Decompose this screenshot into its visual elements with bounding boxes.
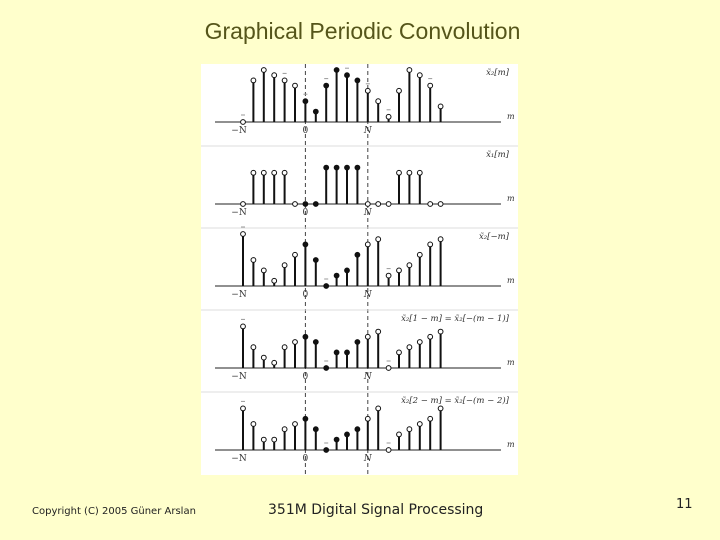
- stem-marker: [345, 350, 350, 355]
- stem-marker: [376, 202, 381, 207]
- stem-marker: [334, 68, 339, 73]
- panel-label: x̃₁[m]: [486, 150, 509, 160]
- stem-marker: [407, 68, 412, 73]
- stem-marker: [438, 329, 443, 334]
- stem-marker: [397, 268, 402, 273]
- stem-marker: [313, 202, 318, 207]
- stem-marker: [251, 78, 256, 83]
- stem-marker: [355, 252, 360, 257]
- stem-marker: [272, 73, 277, 78]
- stem-marker: [417, 170, 422, 175]
- stem-marker: [261, 268, 266, 273]
- stem-marker: [407, 427, 412, 432]
- stem-marker: [261, 170, 266, 175]
- panel-1: [215, 64, 515, 136]
- stem-marker: [438, 104, 443, 109]
- stem-marker: [241, 324, 246, 329]
- stem-marker: [303, 416, 308, 421]
- stem-marker: [376, 329, 381, 334]
- copyright-text: Copyright (C) 2005 Güner Arslan: [32, 506, 196, 517]
- stem-marker: [251, 422, 256, 427]
- stem-marker: [376, 237, 381, 242]
- stem-marker: [293, 202, 298, 207]
- stem-marker: [241, 232, 246, 237]
- stem-marker: [376, 406, 381, 411]
- tick-label-n: N: [363, 126, 372, 136]
- tick-label-minus-n: −N: [231, 290, 247, 300]
- stem-marker: [241, 202, 246, 207]
- convolution-figure: [201, 64, 518, 475]
- stem-marker: [334, 350, 339, 355]
- stem-marker: [397, 88, 402, 93]
- stem-marker: [293, 340, 298, 345]
- stem-marker: [303, 99, 308, 104]
- tick-label-minus-n: −N: [231, 454, 247, 464]
- stem-marker: [282, 345, 287, 350]
- stem-marker: [417, 422, 422, 427]
- stem-marker: [428, 334, 433, 339]
- stem-marker: [282, 427, 287, 432]
- stem-marker: [282, 170, 287, 175]
- stem-marker: [438, 406, 443, 411]
- tick-label-minus-n: −N: [231, 126, 247, 136]
- stem-marker: [261, 68, 266, 73]
- tick-label-n: N: [363, 372, 372, 382]
- tick-label-minus-n: −N: [231, 372, 247, 382]
- stem-marker: [428, 83, 433, 88]
- panel-2: [201, 146, 518, 218]
- tick-label-n: N: [363, 208, 372, 218]
- stem-marker: [438, 237, 443, 242]
- stem-marker: [407, 263, 412, 268]
- stem-marker: [282, 263, 287, 268]
- stem-marker: [397, 432, 402, 437]
- stem-marker: [365, 416, 370, 421]
- stem-marker: [334, 437, 339, 442]
- stem-marker: [272, 170, 277, 175]
- stem-marker: [334, 165, 339, 170]
- tick-label-n: N: [363, 290, 372, 300]
- stem-marker: [313, 427, 318, 432]
- stem-marker: [438, 202, 443, 207]
- tick-label-zero: 0: [302, 454, 309, 464]
- stem-marker: [303, 202, 308, 207]
- stem-marker: [303, 242, 308, 247]
- panel-label: x̃₂[−m]: [478, 232, 509, 242]
- stem-marker: [272, 278, 277, 283]
- axis-var-label: m: [507, 112, 515, 121]
- stem-marker: [324, 83, 329, 88]
- convolution-figure-svg: [201, 64, 518, 475]
- stem-marker: [313, 109, 318, 114]
- stem-marker: [397, 350, 402, 355]
- figure-grid: [302, 64, 367, 475]
- panel-5: [201, 392, 518, 464]
- stem-marker: [386, 366, 391, 371]
- stem-marker: [355, 78, 360, 83]
- stem-marker: [324, 448, 329, 453]
- stem-marker: [324, 366, 329, 371]
- slide-title: Graphical Periodic Convolution: [204, 18, 521, 44]
- stem-marker: [345, 165, 350, 170]
- tick-label-minus-n: −N: [231, 208, 247, 218]
- stem-marker: [365, 334, 370, 339]
- axis-var-label: m: [507, 276, 515, 285]
- stem-marker: [417, 73, 422, 78]
- stem-marker: [345, 73, 350, 78]
- tick-label-zero: 0: [302, 290, 309, 300]
- stem-marker: [386, 202, 391, 207]
- panel-label: x̃₂[m]: [486, 68, 509, 78]
- stem-marker: [355, 340, 360, 345]
- stem-marker: [251, 258, 256, 263]
- stem-panels: [201, 64, 518, 464]
- stem-marker: [407, 345, 412, 350]
- stem-marker: [293, 422, 298, 427]
- axis-var-label: m: [507, 194, 515, 203]
- page-number: 11: [676, 497, 693, 512]
- stem-marker: [251, 345, 256, 350]
- stem-marker: [355, 165, 360, 170]
- tick-label-zero: 0: [302, 372, 309, 382]
- stem-marker: [241, 406, 246, 411]
- stem-marker: [241, 120, 246, 125]
- stem-marker: [355, 427, 360, 432]
- stem-marker: [417, 252, 422, 257]
- stem-marker: [428, 242, 433, 247]
- stem-marker: [365, 88, 370, 93]
- stem-marker: [386, 273, 391, 278]
- stem-marker: [293, 252, 298, 257]
- panel-3: [201, 227, 518, 300]
- axis-var-label: m: [507, 358, 515, 367]
- stem-marker: [272, 437, 277, 442]
- tick-label-zero: 0: [302, 208, 309, 218]
- stem-marker: [272, 360, 277, 365]
- stem-marker: [397, 170, 402, 175]
- stem-marker: [428, 416, 433, 421]
- stem-marker: [345, 432, 350, 437]
- stem-marker: [417, 340, 422, 345]
- stem-marker: [251, 170, 256, 175]
- stem-marker: [313, 340, 318, 345]
- panel-label: x̃₂[1 − m] = x̃₂[−(m − 1)]: [401, 314, 509, 324]
- stem-marker: [334, 273, 339, 278]
- stem-marker: [324, 165, 329, 170]
- tick-label-n: N: [363, 454, 372, 464]
- stem-marker: [313, 258, 318, 263]
- panel-4: [201, 310, 518, 382]
- stem-marker: [324, 284, 329, 289]
- stem-marker: [365, 242, 370, 247]
- stem-marker: [365, 202, 370, 207]
- stem-marker: [293, 83, 298, 88]
- stem-marker: [428, 202, 433, 207]
- stem-marker: [261, 437, 266, 442]
- stem-marker: [386, 114, 391, 119]
- stem-marker: [345, 268, 350, 273]
- stem-marker: [376, 99, 381, 104]
- tick-label-zero: 0: [302, 126, 309, 136]
- stem-marker: [386, 448, 391, 453]
- stem-marker: [282, 78, 287, 83]
- stem-marker: [303, 334, 308, 339]
- course-title: 351M Digital Signal Processing: [268, 502, 484, 518]
- stem-marker: [261, 355, 266, 360]
- axis-var-label: m: [507, 440, 515, 449]
- panel-label: x̃₂[2 − m] = x̃₂[−(m − 2)]: [401, 396, 509, 406]
- stem-marker: [407, 170, 412, 175]
